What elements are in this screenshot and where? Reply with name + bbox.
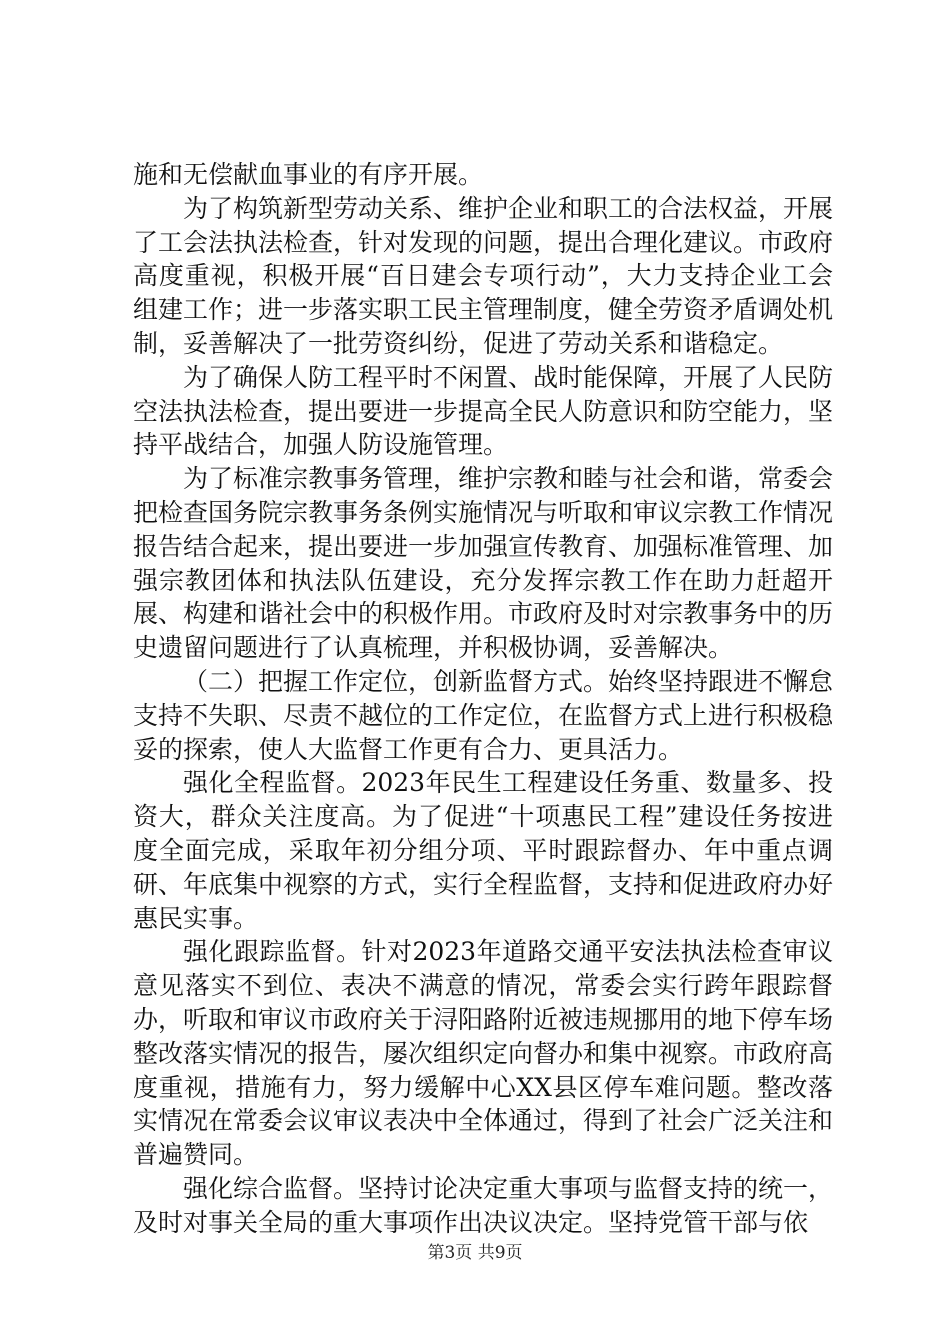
document-body xyxy=(133,158,833,1240)
paragraph-continuation: 施和无偿献血事业的有序开展。 xyxy=(133,160,484,189)
page-footer xyxy=(0,1241,950,1265)
paragraph-comprehensive-supervision: 强化综合监督。坚持讨论决定重大事项与监督支持的统一，及时对事关全局的重大事项作出决议决定。坚持党管干部与依 xyxy=(133,1173,834,1237)
paragraph-religious-affairs: 为了标准宗教事务管理，维护宗教和睦与社会和谐，常委会把检查国务院宗教事务条例实施情况与听取和审议宗教工作情况报告结合起来，提出要进一步加强宣传教育、加强标准管理、加强宗教团体和执法队伍建设，充分发挥宗教工作在助力赶超开展、构建和谐社会中的积极作用。市政府及时对宗教事务中的历史遗留问题进行了认真梳理，并积极协调，妥善解决。 xyxy=(133,464,834,663)
paragraph-labor-relations: 为了构筑新型劳动关系、维护企业和职工的合法权益，开展了工会法执法检查，针对发现的问题，提出合理化建议。市政府高度重视，积极开展“百日建会专项行动”，大力支持企业工会组建工作；进一步落实职工民主管理制度，健全劳资矛盾调处机制，妥善解决了一批劳资纠纷，促进了劳动关系和谐稳定。 xyxy=(133,193,834,358)
paragraph-follow-up-supervision: 强化跟踪监督。针对2023年道路交通平安法执法检查审议意见落实不到位、表决不满意的情况，常委会实行跨年跟踪督办，听取和审议市政府关于浔阳路附近被违规挪用的地下停车场整改落实情况的报告，屡次组织定向督办和集中视察。市政府高度重视，措施有力，努力缓解中心XX县区停车难问题。整改落实情况在常委会议审议表决中全体通过，得到了社会广泛关注和普遍赞同。 xyxy=(133,937,834,1170)
paragraph-section-two-heading: （二）把握工作定位，创新监督方式。始终坚持跟进不懈怠支持不失职、尽责不越位的工作定位，在监督方式上进行积极稳妥的探索，使人大监督工作更有合力、更具活力。 xyxy=(133,666,834,764)
paragraph-civil-air-defense: 为了确保人防工程平时不闲置、战时能保障，开展了人民防空法执法检查，提出要进一步提高全民人防意识和防空能力，坚持平战结合，加强人防设施管理。 xyxy=(133,362,834,460)
page-number: 第3页 共9页 xyxy=(427,1243,523,1263)
paragraph-full-process-supervision: 强化全程监督。2023年民生工程建设任务重、数量多、投资大，群众关注度高。为了促进“十项惠民工程”建设任务按进度全面完成，采取年初分组分项、平时跟踪督办、年中重点调研、年底集中视察的方式，实行全程监督，支持和促进政府办好惠民实事。 xyxy=(133,768,834,933)
